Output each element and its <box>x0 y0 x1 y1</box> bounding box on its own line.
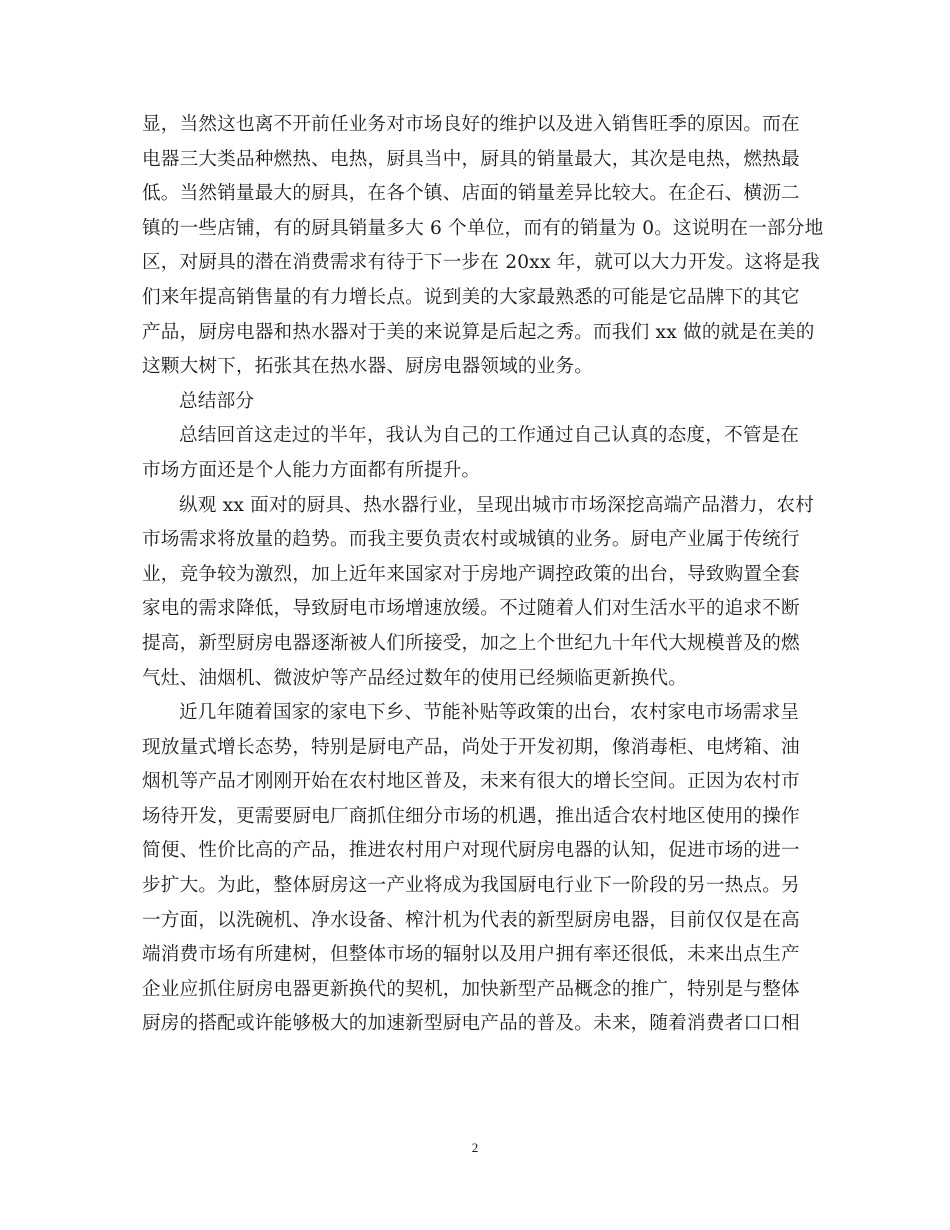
text-line: 镇的一些店铺，有的厨具销量多大 6 个单位，而有的销量为 0。这说明在一部分地 <box>142 217 824 239</box>
text-line: 总结部分 <box>179 390 255 412</box>
paragraph <box>142 523 812 696</box>
text-line: 提高，新型厨房电器逐渐被人们所接受，加之上个世纪九十年代大规模普及的燃 <box>142 632 800 654</box>
text-line: 低。当然销量最大的厨具，在各个镇、店面的销量差异比较大。在企石、横沥二 <box>142 183 800 205</box>
text-line: 产品，厨房电器和热水器对于美的来说算是后起之秀。而我们 xx 做的就是在美的 <box>142 321 815 343</box>
paragraph <box>142 385 812 420</box>
text-line: 纵观 xx 面对的厨具、热水器行业，呈现出城市市场深挖高端产品潜力，农村 <box>179 494 814 516</box>
text-line: 总结回首这走过的半年，我认为自己的工作通过自己认真的态度，不管是在 <box>179 425 800 447</box>
paragraph <box>142 108 824 385</box>
text-line: 电器三大类品种燃热、电热，厨具当中，厨具的销量最大，其次是电热，燃热最 <box>142 148 800 170</box>
paragraph <box>142 454 812 489</box>
text-line: 家电的需求降低，导致厨电市场增速放缓。不过随着人们对生活水平的追求不断 <box>142 598 800 620</box>
text-line: 区，对厨具的潜在消费需求有待于下一步在 20xx 年，就可以大力开发。这将是我 <box>142 252 820 274</box>
text-line: 业，竞争较为激烈，加上近年来国家对于房地产调控政策的出台，导致购置全套 <box>142 563 800 585</box>
text-line: 气灶、油烟机、微波炉等产品经过数年的使用已经频临更新换代。 <box>142 667 688 689</box>
text-line: 市场需求将放量的趋势。而我主要负责农村或城镇的业务。厨电产业属于传统行 <box>142 529 800 551</box>
text-line: 一方面，以洗碗机、净水设备、榨汁机为代表的新型厨房电器，目前仅仅是在高 <box>142 909 800 931</box>
paragraph <box>142 489 812 524</box>
text-line: 这颗大树下，拓张其在热水器、厨房电器领域的业务。 <box>142 356 594 378</box>
text-line: 近几年随着国家的家电下乡、节能补贴等政策的出台，农村家电市场需求呈 <box>179 702 800 724</box>
page-number: 2 <box>471 1140 479 1155</box>
text-line: 们来年提高销售量的有力增长点。说到美的大家最熟悉的可能是它品牌下的其它 <box>142 286 800 308</box>
text-line: 厨房的搭配或许能够极大的加速新型厨电产品的普及。未来，随着消费者口口相 <box>142 1013 800 1035</box>
text-line: 简便、性价比高的产品，推进农村用户对现代厨房电器的认知，促进市场的进一 <box>142 840 800 862</box>
text-line: 市场方面还是个人能力方面都有所提升。 <box>142 459 481 481</box>
text-line: 场待开发，更需要厨电厂商抓住细分市场的机遇，推出适合农村地区使用的操作 <box>142 805 800 827</box>
document-body <box>142 108 824 1042</box>
paragraph <box>142 419 812 454</box>
paragraph <box>142 696 812 731</box>
text-line: 端消费市场有所建树，但整体市场的辐射以及用户拥有率还很低，未来出点生产 <box>142 944 800 966</box>
text-line: 步扩大。为此，整体厨房这一产业将成为我国厨电行业下一阶段的另一热点。另 <box>142 875 800 897</box>
paragraph <box>142 731 812 1042</box>
text-line: 烟机等产品才刚刚开始在农村地区普及，未来有很大的增长空间。正因为农村市 <box>142 771 800 793</box>
text-line: 现放量式增长态势，特别是厨电产品，尚处于开发初期，像消毒柜、电烤箱、油 <box>142 736 800 758</box>
text-line: 企业应抓住厨房电器更新换代的契机，加快新型产品概念的推广，特别是与整体 <box>142 978 800 1000</box>
text-line: 显，当然这也离不开前任业务对市场良好的维护以及进入销售旺季的原因。而在 <box>142 114 800 135</box>
